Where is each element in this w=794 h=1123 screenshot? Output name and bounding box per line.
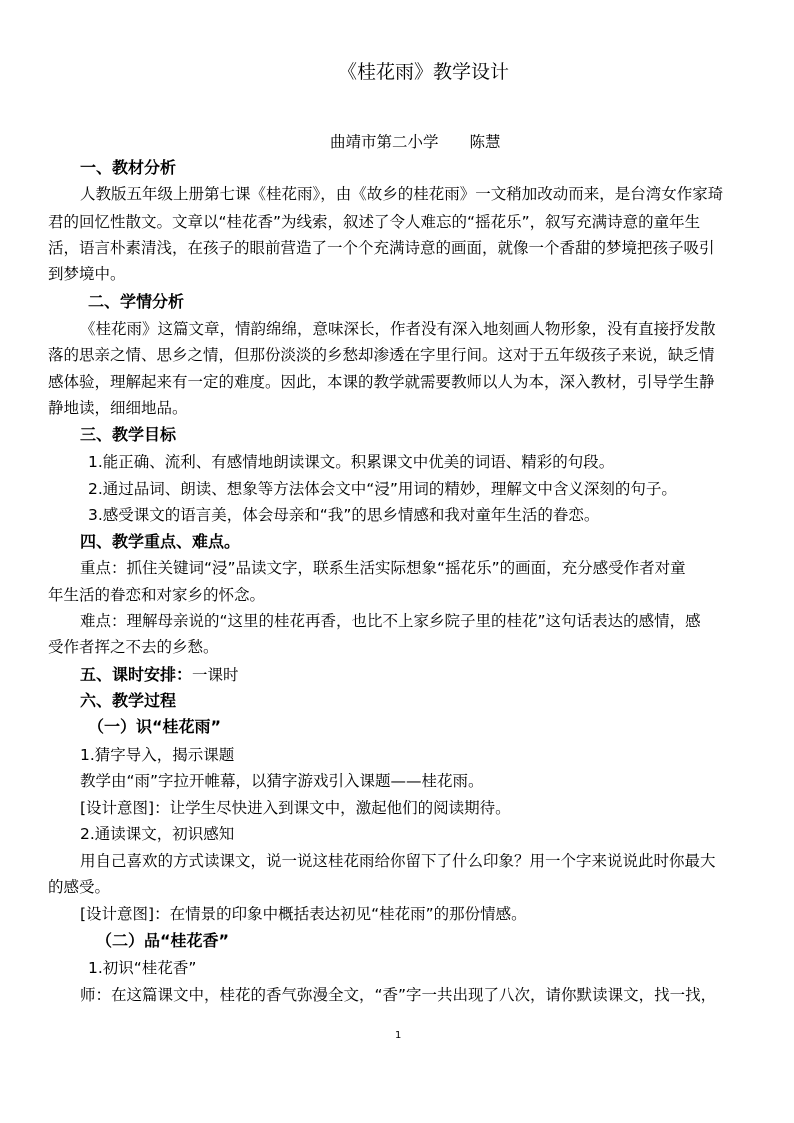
key-point-line: 重点：抓住关键词“浸”品读文字，联系生活实际想象“摇花乐”的画面，充分感受作者对童 bbox=[80, 559, 686, 577]
section-heading-teaching-process: 六、教学过程 bbox=[80, 691, 177, 710]
step-text: 用自己喜欢的方式读课文，说一说这桂花雨给你留下了什么印象？用一个字来说说此时你最大 bbox=[80, 852, 716, 870]
paragraph-line: 落的思亲之情、思乡之情，但那份淡淡的乡愁却渗透在字里行间。这对于五年级孩子来说，缺乏情 bbox=[48, 346, 715, 364]
step-title: 1.猜字导入，揭示课题 bbox=[80, 746, 235, 764]
key-point-line: 年生活的眷恋和对家乡的怀念。 bbox=[48, 586, 266, 604]
paragraph-line: 活，语言朴素清浅，在孩子的眼前营造了一个个充满诗意的画面，就像一个香甜的梦境把孩子吸引 bbox=[48, 239, 715, 257]
step-title: 2.通读课文，初识感知 bbox=[80, 825, 235, 843]
author-line: 曲靖市第二小学 陈慧 bbox=[330, 133, 501, 151]
subsection-heading-appreciate: （二）品“桂花香” bbox=[96, 931, 230, 950]
section-heading-class-hours: 五、课时安排： bbox=[80, 665, 193, 684]
section-heading-student-analysis: 二、学情分析 bbox=[88, 292, 185, 311]
difficult-point-line: 受作者挥之不去的乡愁。 bbox=[48, 638, 219, 656]
paragraph-line: 《桂花雨》这篇文章，情韵绵绵，意味深长，作者没有深入地刻画人物形象，没有直接抒发散 bbox=[80, 320, 716, 338]
subsection-heading-recognize: （一）识“桂花雨” bbox=[88, 717, 222, 736]
class-hours-value: 一课时 bbox=[192, 666, 239, 684]
difficult-point-line: 难点：理解母亲说的“这里的桂花再香，也比不上家乡院子里的桂花”这句话表达的感情，感 bbox=[80, 612, 701, 630]
step-title: 1.初识“桂花香” bbox=[88, 959, 197, 977]
paragraph-line: 静地读，细细地品。 bbox=[48, 399, 188, 417]
section-heading-teaching-goals: 三、教学目标 bbox=[80, 425, 177, 444]
step-text: 师：在这篇课文中，桂花的香气弥漫全文，“香”字一共出现了八次，请你默读课文，找一找， bbox=[80, 986, 717, 1004]
goal-item: 3.感受课文的语言美，体会母亲和“我”的思乡情感和我对童年生活的眷恋。 bbox=[88, 506, 600, 524]
section-heading-key-points: 四、教学重点、难点。 bbox=[80, 532, 241, 551]
design-intent: [设计意图]：让学生尽快进入到课文中，激起他们的阅读期待。 bbox=[80, 799, 511, 817]
page-number: 1 bbox=[395, 1030, 402, 1041]
step-text: 教学由“雨”字拉开帷幕，以猜字游戏引入课题——桂花雨。 bbox=[80, 772, 484, 790]
class-hours-line bbox=[80, 664, 239, 686]
paragraph-line: 人教版五年级上册第七课《桂花雨》，由《故乡的桂花雨》一文稍加改动而来，是台湾女作家琦 bbox=[80, 185, 724, 203]
paragraph-line: 君的回忆性散文。文章以“桂花香”为线索，叙述了令人难忘的“摇花乐”，叙写充满诗意的童年生 bbox=[48, 213, 701, 231]
page-title: 《桂花雨》教学设计 bbox=[338, 61, 510, 83]
section-heading-textbook-analysis: 一、教材分析 bbox=[80, 158, 177, 177]
step-text: 的感受。 bbox=[48, 878, 111, 896]
paragraph-line: 感体验，理解起来有一定的难度。因此，本课的教学就需要教师以人为本，深入教材，引导学生静 bbox=[48, 373, 715, 391]
paragraph-line: 到梦境中。 bbox=[48, 265, 126, 283]
design-intent: [设计意图]：在情景的印象中概括表达初见“桂花雨”的那份情感。 bbox=[80, 905, 527, 923]
goal-item: 2.通过品词、朗读、想象等方法体会文中“浸”用词的精妙，理解文中含义深刻的句子。 bbox=[88, 480, 677, 498]
goal-item: 1.能正确、流利、有感情地朗读课文。积累课文中优美的词语、精彩的句段。 bbox=[88, 453, 615, 471]
